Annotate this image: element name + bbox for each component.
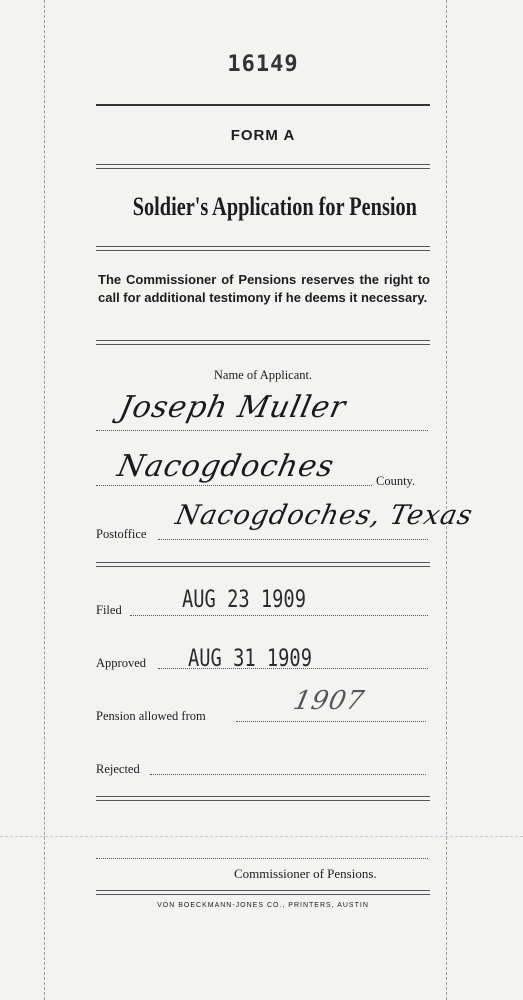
county-line [96,485,372,486]
application-number: 16149 [227,52,299,77]
rejected-label: Rejected [96,762,140,776]
county-label: County. [376,474,416,488]
applicant-name: Joseph Muller [116,390,350,425]
form-label: FORM A [230,127,296,144]
rule-under-notice [96,340,430,345]
postoffice-label: Postoffice [96,527,147,541]
top-rule [96,104,430,106]
commissioner-notice: The Commissioner of Pensions reserves the right to call for additional testimony if he deems it necessary. [98,272,430,305]
rule-under-title [96,246,430,251]
signature-line [96,858,428,859]
county-value: Nacogdoches [114,449,338,484]
filed-line [130,615,428,616]
filed-date: AUG 23 1909 [182,585,306,613]
postoffice-line [158,539,428,540]
rule-under-form-label [96,164,430,169]
form-title: Soldier's Application for Pension [132,192,417,221]
rejected-line [150,774,426,775]
printer-imprint: VON BOECKMANN-JONES CO., PRINTERS, AUSTIN [157,902,369,909]
filed-label: Filed [96,603,122,617]
pension-form [96,0,476,1000]
approved-date: AUG 31 1909 [188,644,312,672]
applicant-line [96,430,428,431]
approved-label: Approved [96,656,146,670]
rule-under-rejected [96,796,430,801]
approved-line [158,668,428,669]
pension-allowed-label: Pension allowed from [96,709,206,723]
pension-allowed-value: 1907 [290,686,368,716]
bottom-rule [96,890,430,895]
pension-allowed-line [236,721,426,722]
postoffice-value: Nacogdoches, Texas [172,500,476,531]
applicant-label: Name of Applicant. [213,368,313,382]
commissioner-signature-label: Commissioner of Pensions. [234,866,377,881]
fold-line-left [44,0,45,1000]
rule-under-postoffice [96,562,430,567]
